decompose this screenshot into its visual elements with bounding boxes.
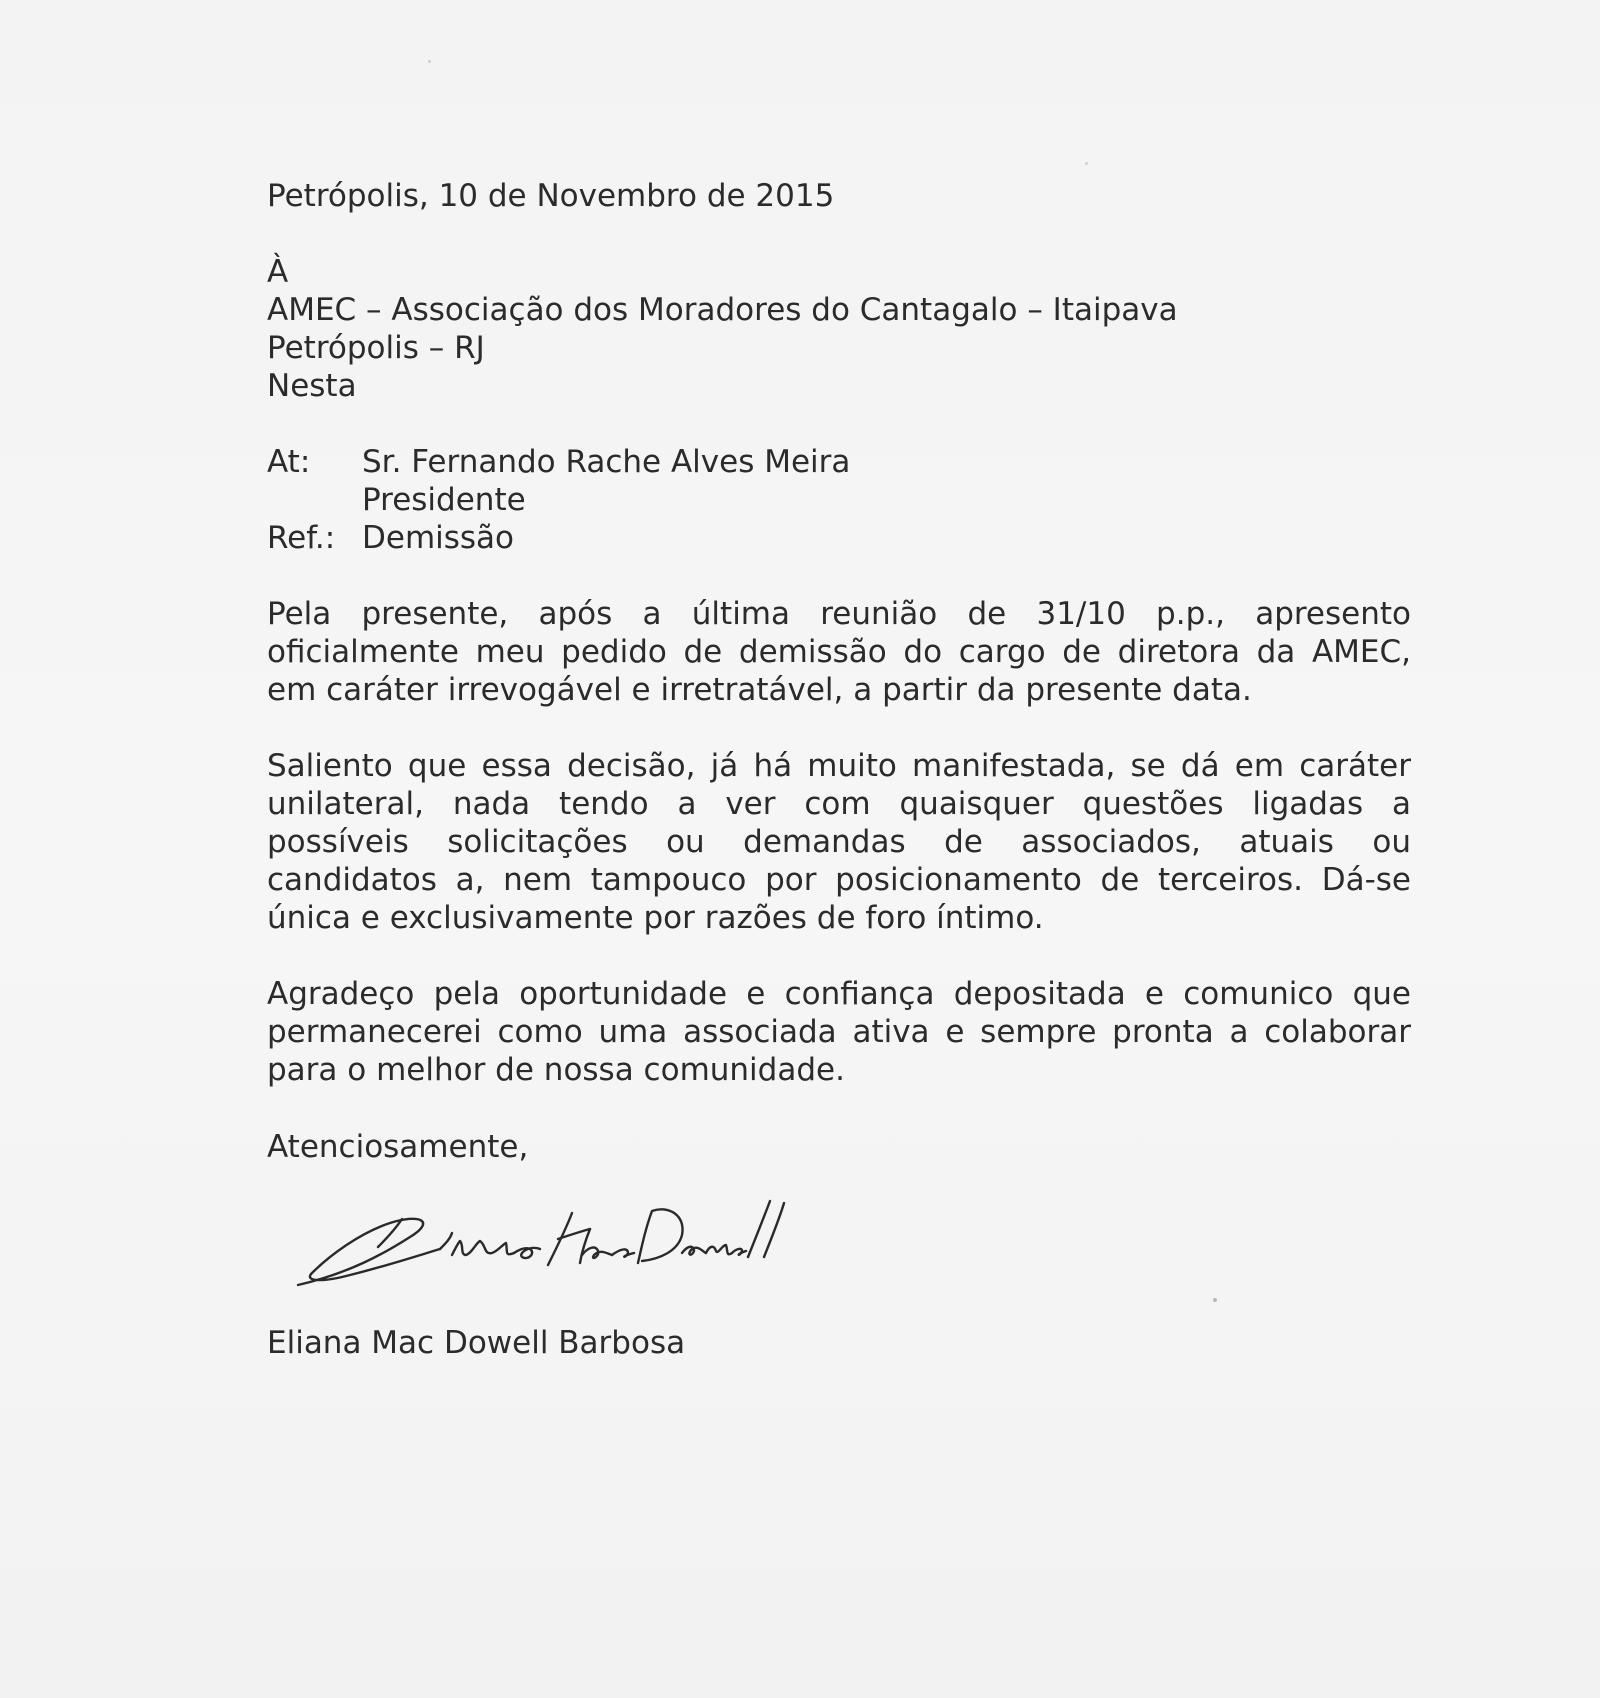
addressee-local: Nesta bbox=[267, 368, 357, 404]
paragraph-line: Agradeço pela oportunidade e confiança depositada e comunico que bbox=[267, 976, 1411, 1012]
paragraph-line: candidatos a, nem tampouco por posicionamento de terceiros. Dá-se bbox=[267, 862, 1411, 898]
addressee-organization: AMEC – Associação dos Moradores do Cantagalo – Itaipava bbox=[267, 292, 1178, 328]
attention-name: Sr. Fernando Rache Alves Meira bbox=[362, 444, 851, 480]
attention-label: At: bbox=[267, 444, 311, 480]
addressee-city: Petrópolis – RJ bbox=[267, 330, 485, 366]
paper-speck bbox=[1213, 1298, 1217, 1302]
paper-speck bbox=[1085, 162, 1088, 165]
paper-speck bbox=[428, 60, 431, 63]
handwritten-signature bbox=[290, 1195, 810, 1295]
paragraph-line: Pela presente, após a última reunião de 31/10 p.p., apresento bbox=[267, 596, 1411, 632]
attention-title: Presidente bbox=[362, 482, 526, 518]
paragraph-line: única e exclusivamente por razões de foro íntimo. bbox=[267, 900, 1044, 936]
paragraph-line: possíveis solicitações ou demandas de associados, atuais ou bbox=[267, 824, 1411, 860]
paragraph-line: para o melhor de nossa comunidade. bbox=[267, 1052, 845, 1088]
reference-value: Demissão bbox=[362, 520, 515, 556]
date-line: Petrópolis, 10 de Novembro de 2015 bbox=[267, 178, 835, 214]
paragraph-line: oficialmente meu pedido de demissão do cargo de diretora da AMEC, bbox=[267, 634, 1411, 670]
paragraph-line: Saliento que essa decisão, já há muito manifestada, se dá em caráter bbox=[267, 748, 1411, 784]
addressee-prefix: À bbox=[267, 254, 289, 290]
paragraph-line: em caráter irrevogável e irretratável, a partir da presente data. bbox=[267, 672, 1252, 708]
reference-label: Ref.: bbox=[267, 520, 336, 556]
closing: Atenciosamente, bbox=[267, 1129, 529, 1165]
signer-name: Eliana Mac Dowell Barbosa bbox=[267, 1325, 686, 1361]
paragraph-line: permanecerei como uma associada ativa e sempre pronta a colaborar bbox=[267, 1014, 1411, 1050]
paragraph-line: unilateral, nada tendo a ver com quaisquer questões ligadas a bbox=[267, 786, 1411, 822]
